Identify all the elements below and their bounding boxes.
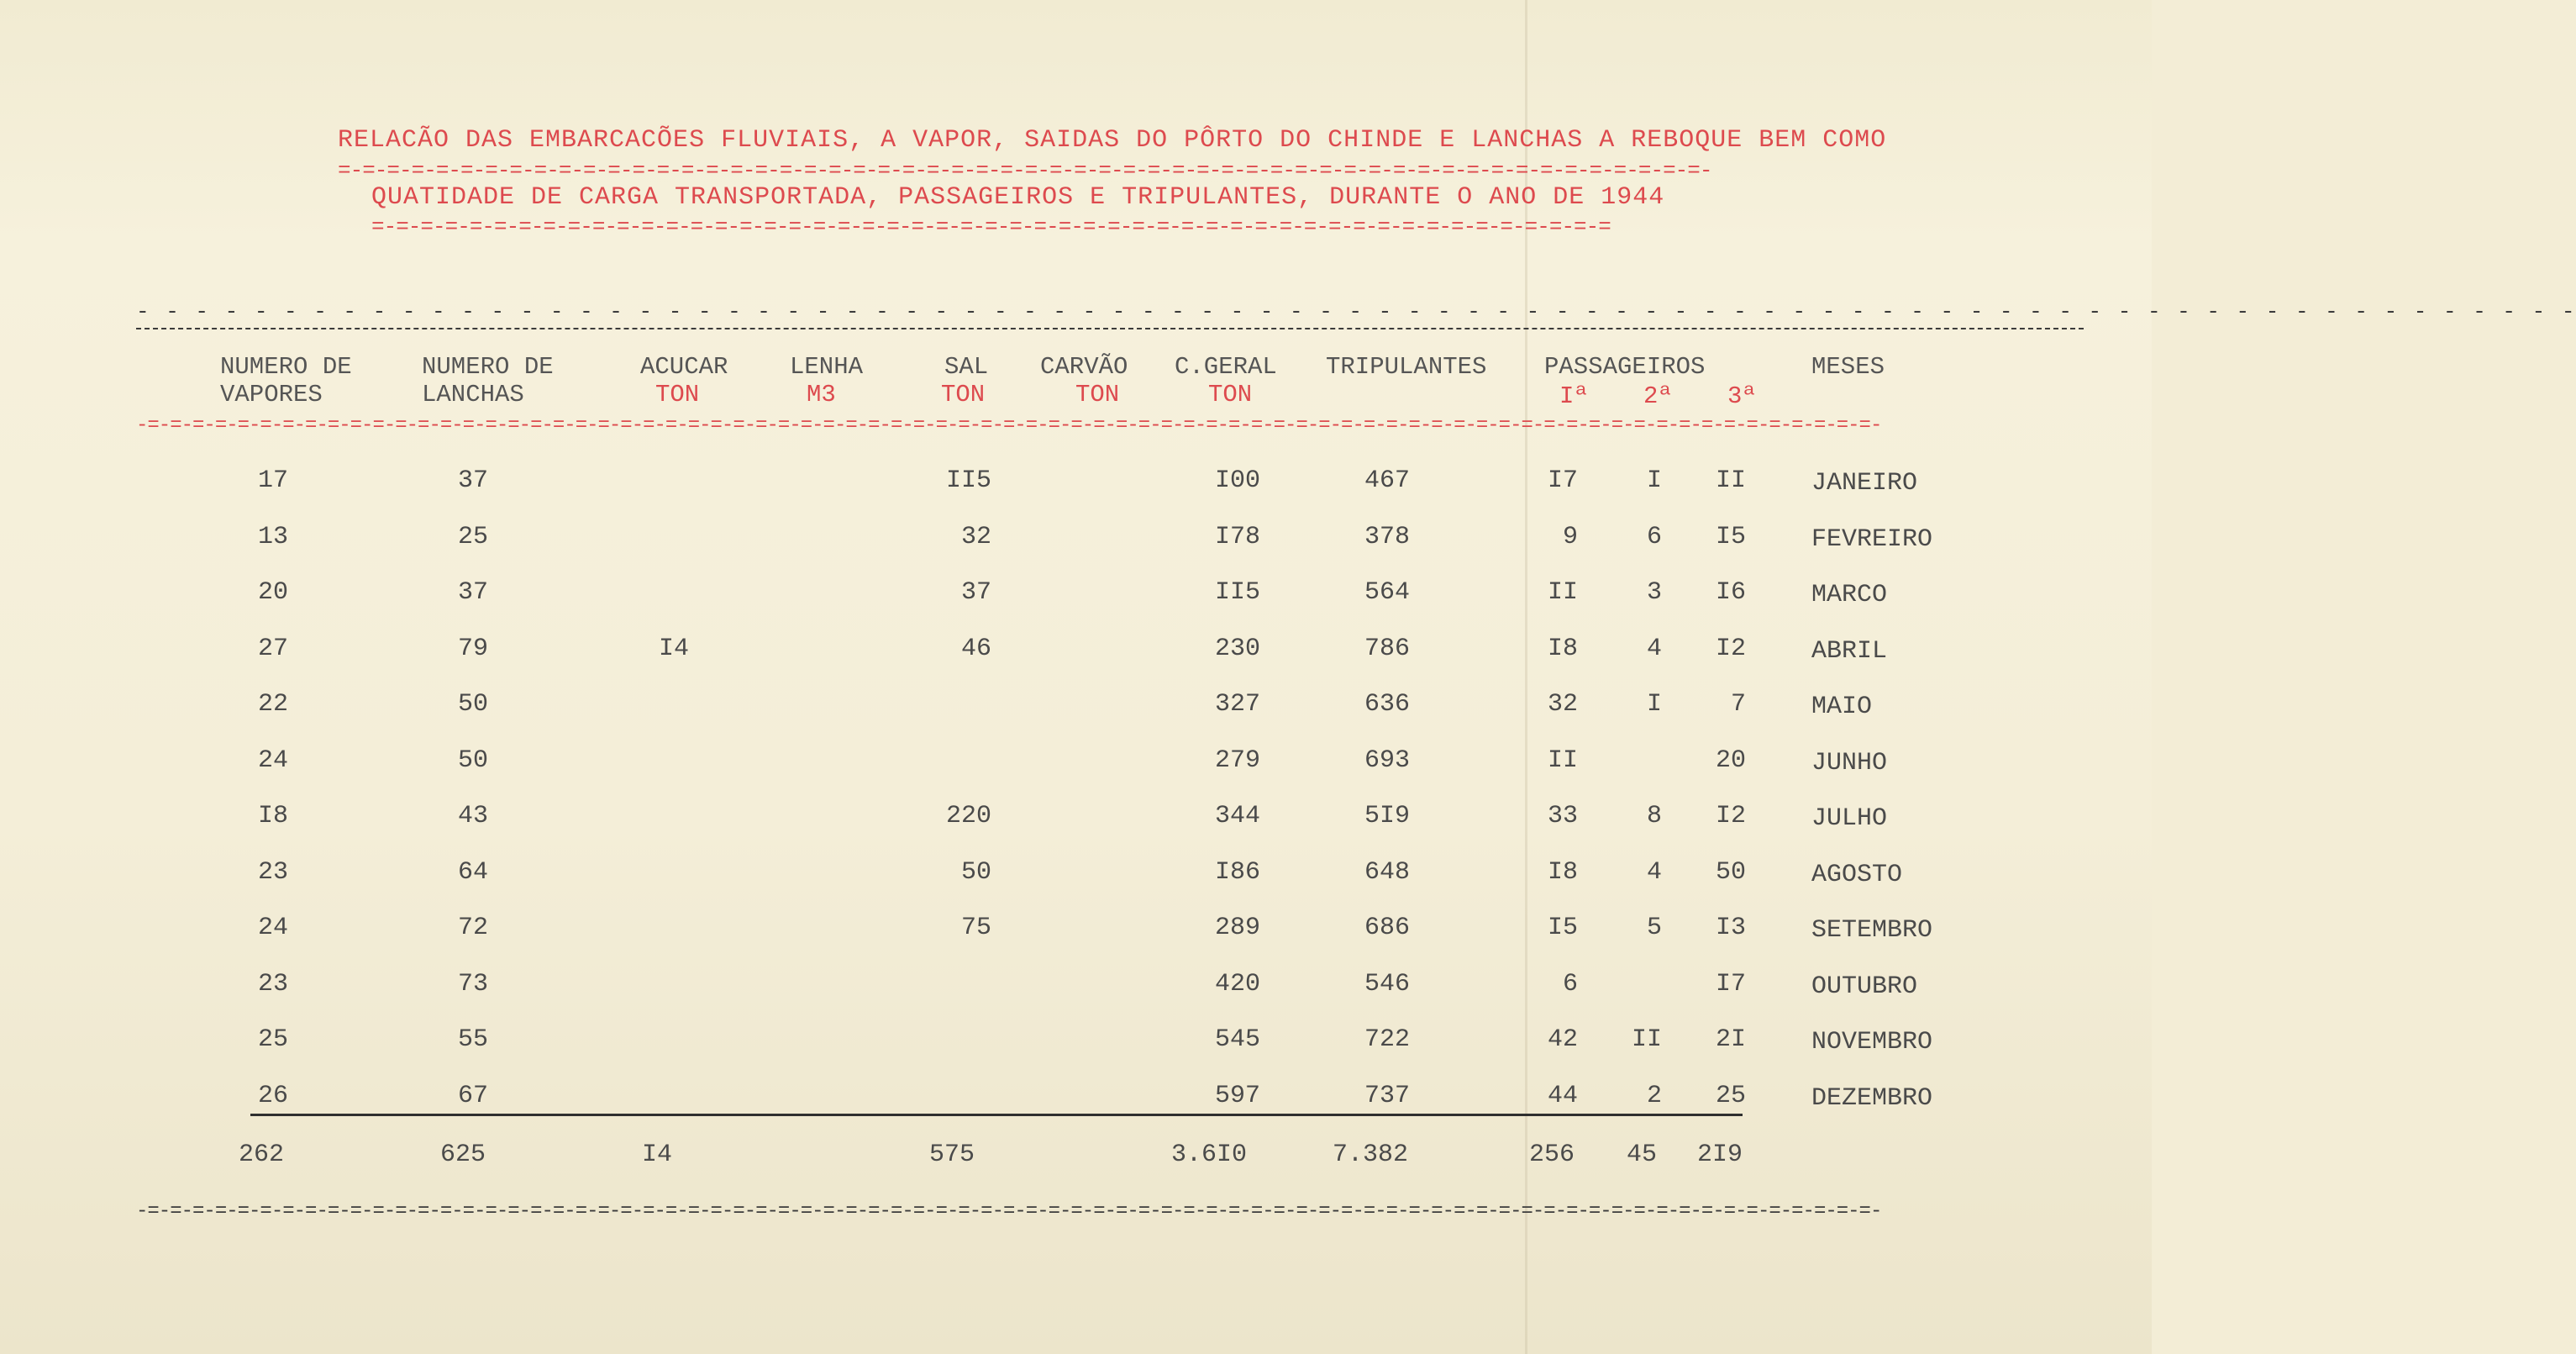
total-p2: 45 — [1626, 1141, 1657, 1169]
cell-cgeral: II5 — [1214, 578, 1260, 607]
cell-mes: MAIO — [1811, 693, 1873, 721]
header-passageiros: PASSAGEIROS — [1544, 353, 1706, 381]
total-p1: 256 — [1528, 1141, 1575, 1169]
cell-p1: I8 — [1547, 857, 1578, 887]
cell-vapores: 24 — [257, 745, 288, 775]
cell-tripulantes: 786 — [1364, 634, 1410, 663]
header-class-1: Iª — [1559, 382, 1589, 410]
cell-cgeral: I78 — [1214, 522, 1260, 551]
cell-lanchas: 55 — [457, 1025, 488, 1054]
cell-p1: I7 — [1547, 466, 1578, 495]
title-underline-2: =-=-=-=-=-=-=-=-=-=-=-=-=-=-=-=-=-=-=-=-=-=-=-=-=-=-=-=-=-=-=-=-=-=-=-=-=-=-=-=-=-=-=-=-=-=-=-=-=-=-= — [371, 214, 1611, 240]
cell-vapores: 27 — [257, 634, 288, 663]
cell-mes: OUTUBRO — [1811, 972, 1918, 1001]
cell-tripulantes: 648 — [1364, 857, 1410, 887]
title-line-1: RELACÃO DAS EMBARCACÕES FLUVIAIS, A VAPOR, SAIDAS DO PÔRTO DO CHINDE E LANCHAS A REBOQUE BEM COMO — [338, 126, 1887, 155]
cell-p3: I7 — [1715, 969, 1746, 998]
cell-p3: I2 — [1715, 634, 1746, 663]
header-acucar: ACUCAR TON — [640, 353, 728, 408]
cell-mes: AGOSTO — [1811, 860, 1903, 889]
sum-line — [250, 1114, 1743, 1116]
total-cgeral: 3.6I0 — [1170, 1141, 1247, 1169]
cell-p3: I3 — [1715, 914, 1746, 942]
title-line-2: QUATIDADE DE CARGA TRANSPORTADA, PASSAGEIROS E TRIPULANTES, DURANTE O ANO DE 1944 — [371, 183, 1665, 212]
cell-cgeral: 344 — [1214, 802, 1260, 830]
cell-cgeral: 230 — [1214, 634, 1260, 663]
cell-lanchas: 72 — [457, 914, 488, 942]
cell-mes: JUNHO — [1811, 748, 1888, 777]
cell-mes: JANEIRO — [1811, 469, 1918, 498]
cell-lanchas: 64 — [457, 857, 488, 887]
cell-sal: 220 — [945, 802, 991, 830]
cell-cgeral: 289 — [1214, 914, 1260, 942]
title-underline-1: =-=-=-=-=-=-=-=-=-=-=-=-=-=-=-=-=-=-=-=-=-=-=-=-=-=-=-=-=-=-=-=-=-=-=-=-=-=-=-=-=-=-=-=-=-=-=-=-=-=-=-=-=-=-=-=- — [338, 158, 1712, 183]
cell-mes: ABRIL — [1811, 636, 1888, 666]
cell-p3: 25 — [1715, 1081, 1746, 1110]
cell-vapores: I8 — [257, 802, 288, 830]
cell-tripulantes: 636 — [1364, 690, 1410, 719]
header-rule: -=-=-=-=-=-=-=-=-=-=-=-=-=-=-=-=-=-=-=-=-=-=-=-=-=-=-=-=-=-=-=-=-=-=-=-=-=-=-=-=-=-=-=-=-=-=-=-=-=-=-=-=-=-=-=-=-=-=-=-=-=-=-=-=-=-=-=-=-=-=-=-=-=-=-=-=-=- — [136, 414, 1882, 437]
cell-lanchas: 37 — [457, 466, 488, 495]
header-carvao: CARVÃO TON — [1040, 353, 1128, 408]
cell-mes: JULHO — [1811, 804, 1888, 833]
cell-p3: I2 — [1715, 802, 1746, 830]
cell-p1: II — [1547, 745, 1578, 775]
cell-sal: 32 — [960, 522, 991, 551]
cell-p3: I6 — [1715, 578, 1746, 607]
header-sal: SAL TON — [941, 353, 989, 408]
cell-cgeral: 420 — [1214, 969, 1260, 998]
header-class-2: 2ª — [1643, 382, 1673, 410]
cell-lanchas: 37 — [457, 578, 488, 607]
cell-p2: 6 — [1646, 522, 1662, 551]
cell-tripulantes: 686 — [1364, 914, 1410, 942]
cell-vapores: 23 — [257, 857, 288, 887]
header-lanchas: NUMERO DE LANCHAS — [422, 353, 554, 408]
cell-tripulantes: 467 — [1364, 466, 1410, 495]
top-dashed-rule: - - - - - - - - - - - - - - - - - - - - - - - - - - - - - - - - - - - - - - - - - - - - - - - - - - - - - - - - - - - - - - - - - - - - - - - - - - - - - - - - - - - — [136, 299, 2576, 324]
header-vapores: NUMERO DE VAPORES — [220, 353, 352, 408]
cell-p2: 4 — [1646, 634, 1662, 663]
top-solid-rule — [136, 328, 2084, 329]
cell-p3: 50 — [1715, 857, 1746, 887]
cell-acucar: I4 — [658, 634, 689, 663]
cell-p2: 4 — [1646, 857, 1662, 887]
cell-p2: 3 — [1646, 578, 1662, 607]
cell-cgeral: I86 — [1214, 857, 1260, 887]
cell-tripulantes: 546 — [1364, 969, 1410, 998]
cell-p1: 44 — [1547, 1081, 1578, 1110]
cell-tripulantes: 693 — [1364, 745, 1410, 775]
cell-mes: SETEMBRO — [1811, 916, 1933, 945]
cell-sal: 46 — [960, 634, 991, 663]
cell-tripulantes: 737 — [1364, 1081, 1410, 1110]
cell-p3: 2I — [1715, 1025, 1746, 1054]
cell-tripulantes: 5I9 — [1364, 802, 1410, 830]
cell-p1: II — [1547, 578, 1578, 607]
cell-cgeral: 279 — [1214, 745, 1260, 775]
cell-p1: 6 — [1562, 969, 1578, 998]
cell-sal: 75 — [960, 914, 991, 942]
cell-p3: I5 — [1715, 522, 1746, 551]
total-p3: 2I9 — [1696, 1141, 1743, 1169]
total-acucar: I4 — [641, 1141, 672, 1169]
header-meses: MESES — [1811, 353, 1885, 381]
bottom-rule: -=-=-=-=-=-=-=-=-=-=-=-=-=-=-=-=-=-=-=-=-=-=-=-=-=-=-=-=-=-=-=-=-=-=-=-=-=-=-=-=-=-=-=-=-=-=-=-=-=-=-=-=-=-=-=-=-=-=-=-=-=-=-=-=-=-=-=-=-=-=-=-=-=-=-=-=-=- — [136, 1200, 1882, 1223]
cell-p2: I — [1646, 690, 1662, 719]
cell-p3: 20 — [1715, 745, 1746, 775]
cell-lanchas: 73 — [457, 969, 488, 998]
cell-vapores: 25 — [257, 1025, 288, 1054]
cell-vapores: 17 — [257, 466, 288, 495]
cell-vapores: 23 — [257, 969, 288, 998]
cell-p1: 42 — [1547, 1025, 1578, 1054]
total-tripulantes: 7.382 — [1332, 1141, 1408, 1169]
header-tripulantes: TRIPULANTES — [1326, 353, 1487, 381]
cell-vapores: 20 — [257, 578, 288, 607]
cell-p2: I — [1646, 466, 1662, 495]
cell-p2: 8 — [1646, 802, 1662, 830]
cell-p1: I8 — [1547, 634, 1578, 663]
cell-vapores: 13 — [257, 522, 288, 551]
cell-cgeral: 545 — [1214, 1025, 1260, 1054]
cell-cgeral: 327 — [1214, 690, 1260, 719]
cell-p1: 9 — [1562, 522, 1578, 551]
cell-lanchas: 50 — [457, 745, 488, 775]
cell-sal: 37 — [960, 578, 991, 607]
cell-p2: 2 — [1646, 1081, 1662, 1110]
cell-lanchas: 79 — [457, 634, 488, 663]
cell-tripulantes: 722 — [1364, 1025, 1410, 1054]
cell-mes: MARCO — [1811, 581, 1888, 609]
cell-lanchas: 25 — [457, 522, 488, 551]
header-class-3: 3ª — [1727, 382, 1757, 410]
cell-vapores: 24 — [257, 914, 288, 942]
cell-tripulantes: 378 — [1364, 522, 1410, 551]
cell-tripulantes: 564 — [1364, 578, 1410, 607]
cell-p1: I5 — [1547, 914, 1578, 942]
cell-lanchas: 43 — [457, 802, 488, 830]
cell-p3: 7 — [1730, 690, 1746, 719]
cell-sal: 50 — [960, 857, 991, 887]
cell-lanchas: 67 — [457, 1081, 488, 1110]
cell-p3: II — [1715, 466, 1746, 495]
cell-mes: NOVEMBRO — [1811, 1028, 1933, 1056]
cell-cgeral: I00 — [1214, 466, 1260, 495]
cell-p2: 5 — [1646, 914, 1662, 942]
total-lanchas: 625 — [439, 1141, 486, 1169]
total-vapores: 262 — [238, 1141, 284, 1169]
cell-p1: 32 — [1547, 690, 1578, 719]
cell-mes: DEZEMBRO — [1811, 1083, 1933, 1113]
cell-vapores: 22 — [257, 690, 288, 719]
cell-lanchas: 50 — [457, 690, 488, 719]
cell-cgeral: 597 — [1214, 1081, 1260, 1110]
cell-vapores: 26 — [257, 1081, 288, 1110]
cell-mes: FEVREIRO — [1811, 524, 1933, 554]
total-sal: 575 — [928, 1141, 975, 1169]
cell-p1: 33 — [1547, 802, 1578, 830]
header-cgeral: C.GERAL TON — [1175, 353, 1277, 408]
cell-sal: II5 — [945, 466, 991, 495]
cell-p2: II — [1631, 1025, 1662, 1054]
header-lenha: LENHA M3 — [790, 353, 864, 408]
